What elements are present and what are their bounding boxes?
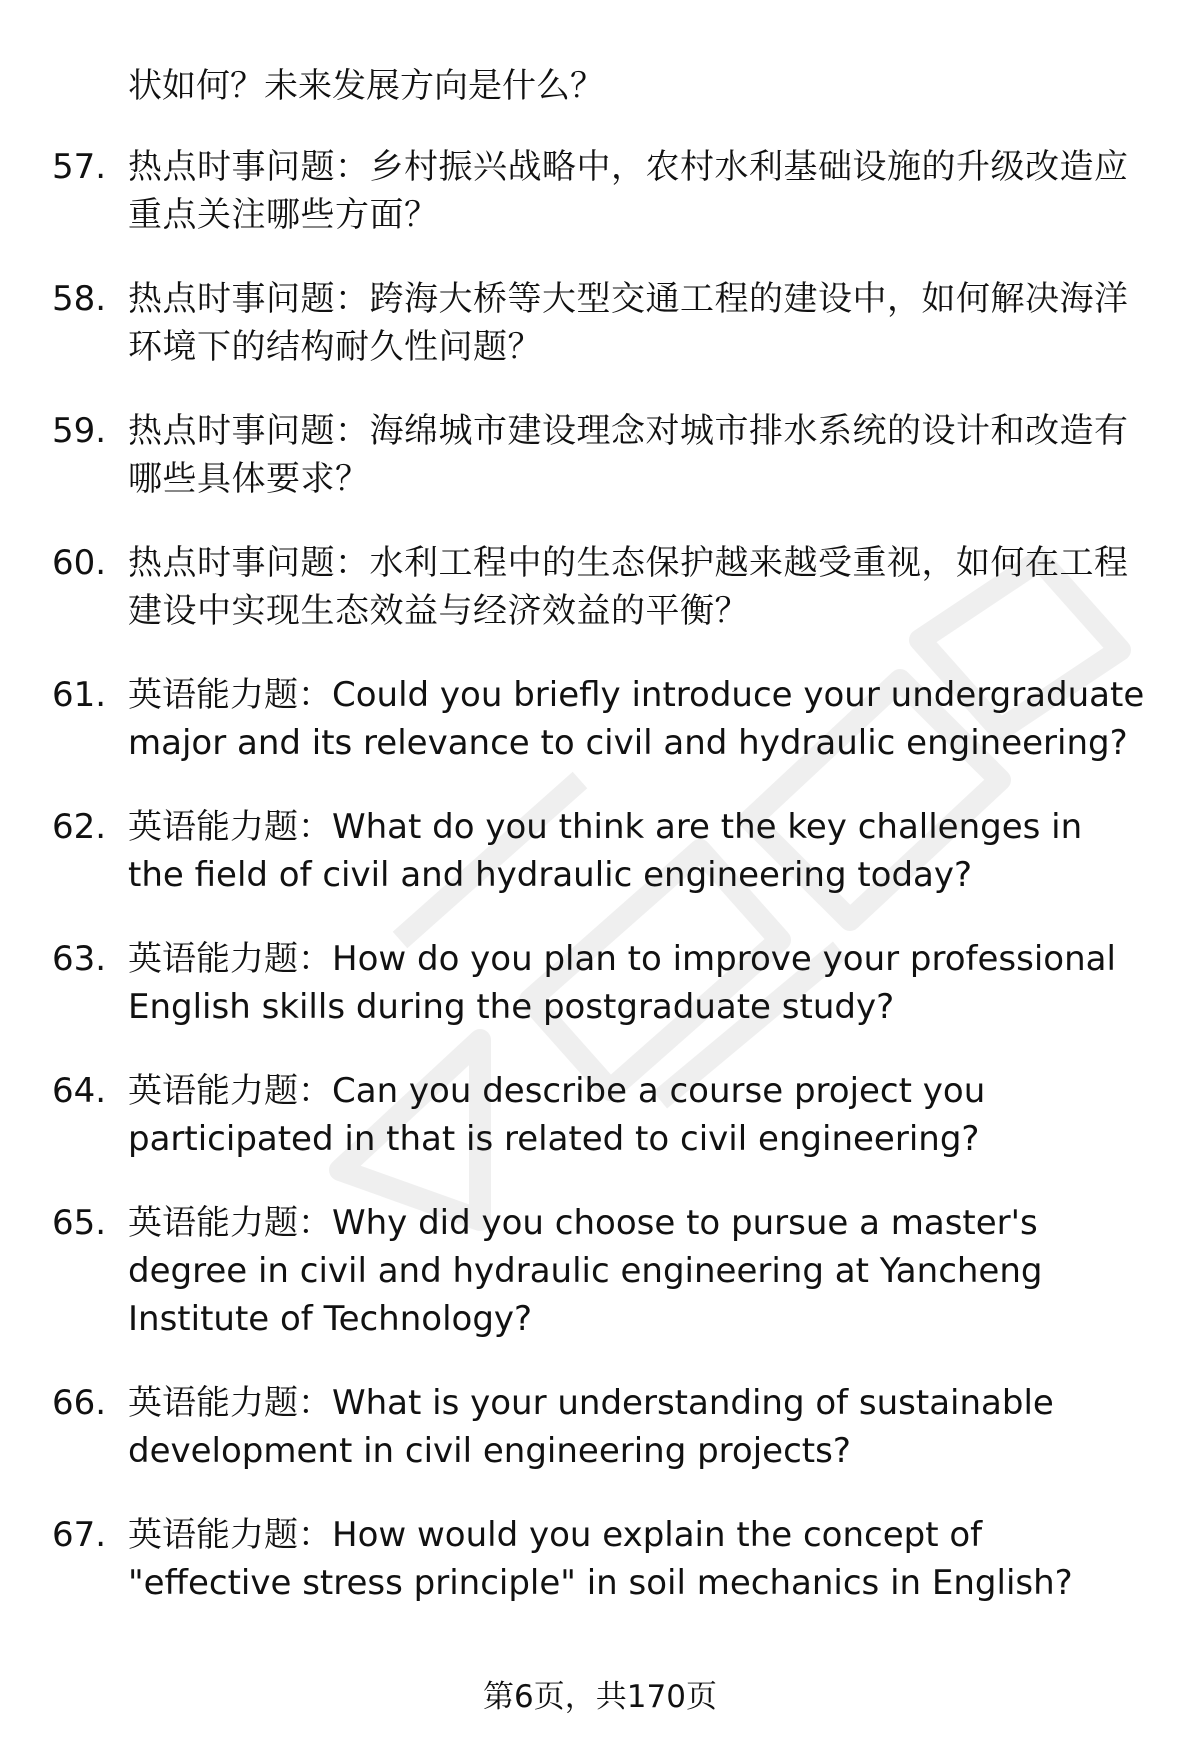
- list-item: [52, 143, 1152, 239]
- question-body: 水利工程中的生态保护越来越受重视，如何在工程建设中实现生态效益与经济效益的平衡？: [128, 543, 1129, 631]
- question-number: 57.: [52, 147, 107, 187]
- question-category: 热点时事问题：: [128, 543, 370, 583]
- question-category: 英语能力题：: [128, 675, 332, 715]
- question-text: [128, 407, 1148, 503]
- list-item: [52, 407, 1152, 503]
- question-number: 58.: [52, 279, 107, 319]
- question-text: [128, 275, 1148, 371]
- question-text: [128, 671, 1148, 767]
- question-text: [128, 1511, 1148, 1607]
- question-number: 62.: [52, 807, 107, 847]
- question-body: How do you plan to improve your professional English skills during the postgraduate study?: [128, 939, 1116, 1027]
- question-text: [128, 935, 1148, 1031]
- question-text: [128, 143, 1148, 239]
- page-footer: 第6页，共170页: [483, 1679, 717, 1715]
- question-body: Could you briefly introduce your undergraduate major and its relevance to civil and hydraulic engineering?: [128, 675, 1145, 763]
- question-category: 英语能力题：: [128, 1383, 332, 1423]
- question-category: 热点时事问题：: [128, 411, 370, 451]
- list-item: [52, 539, 1152, 635]
- question-body: 跨海大桥等大型交通工程的建设中，如何解决海洋环境下的结构耐久性问题？: [128, 279, 1129, 367]
- question-category: 英语能力题：: [128, 1071, 332, 1111]
- question-body: Can you describe a course project you participated in that is related to civil engineering?: [128, 1071, 986, 1159]
- continuation-line: 状如何？未来发展方向是什么？: [128, 66, 604, 106]
- question-category: 热点时事问题：: [128, 279, 370, 319]
- question-number: 64.: [52, 1071, 107, 1111]
- question-number: 65.: [52, 1203, 107, 1243]
- list-item: [52, 671, 1152, 767]
- question-body: 乡村振兴战略中，农村水利基础设施的升级改造应重点关注哪些方面？: [128, 147, 1129, 235]
- question-category: 英语能力题：: [128, 939, 332, 979]
- question-number: 67.: [52, 1515, 107, 1555]
- question-number: 59.: [52, 411, 107, 451]
- list-item: [52, 1199, 1152, 1343]
- question-body: What do you think are the key challenges in the field of civil and hydraulic engineering today?: [128, 807, 1083, 895]
- question-category: 英语能力题：: [128, 807, 332, 847]
- question-body: What is your understanding of sustainable development in civil engineering projects?: [128, 1383, 1054, 1471]
- question-text: [128, 1379, 1148, 1475]
- question-number: 60.: [52, 543, 107, 583]
- list-item: [52, 1067, 1152, 1163]
- question-category: 英语能力题：: [128, 1203, 332, 1243]
- question-text: [128, 539, 1148, 635]
- question-list: [52, 143, 1152, 1643]
- question-text: [128, 1199, 1148, 1343]
- list-item: [52, 275, 1152, 371]
- question-number: 66.: [52, 1383, 107, 1423]
- question-category: 热点时事问题：: [128, 147, 370, 187]
- question-body: 海绵城市建设理念对城市排水系统的设计和改造有哪些具体要求？: [128, 411, 1129, 499]
- question-category: 英语能力题：: [128, 1515, 332, 1555]
- question-number: 61.: [52, 675, 107, 715]
- question-text: [128, 803, 1148, 899]
- list-item: [52, 935, 1152, 1031]
- question-number: 63.: [52, 939, 107, 979]
- list-item: [52, 1511, 1152, 1607]
- question-body: How would you explain the concept of "effective stress principle" in soil mechanics in English?: [128, 1515, 1073, 1603]
- list-item: [52, 1379, 1152, 1475]
- question-body: Why did you choose to pursue a master's degree in civil and hydraulic engineering at Yancheng Institute of Technology?: [128, 1203, 1043, 1339]
- list-item: [52, 803, 1152, 899]
- question-text: [128, 1067, 1148, 1163]
